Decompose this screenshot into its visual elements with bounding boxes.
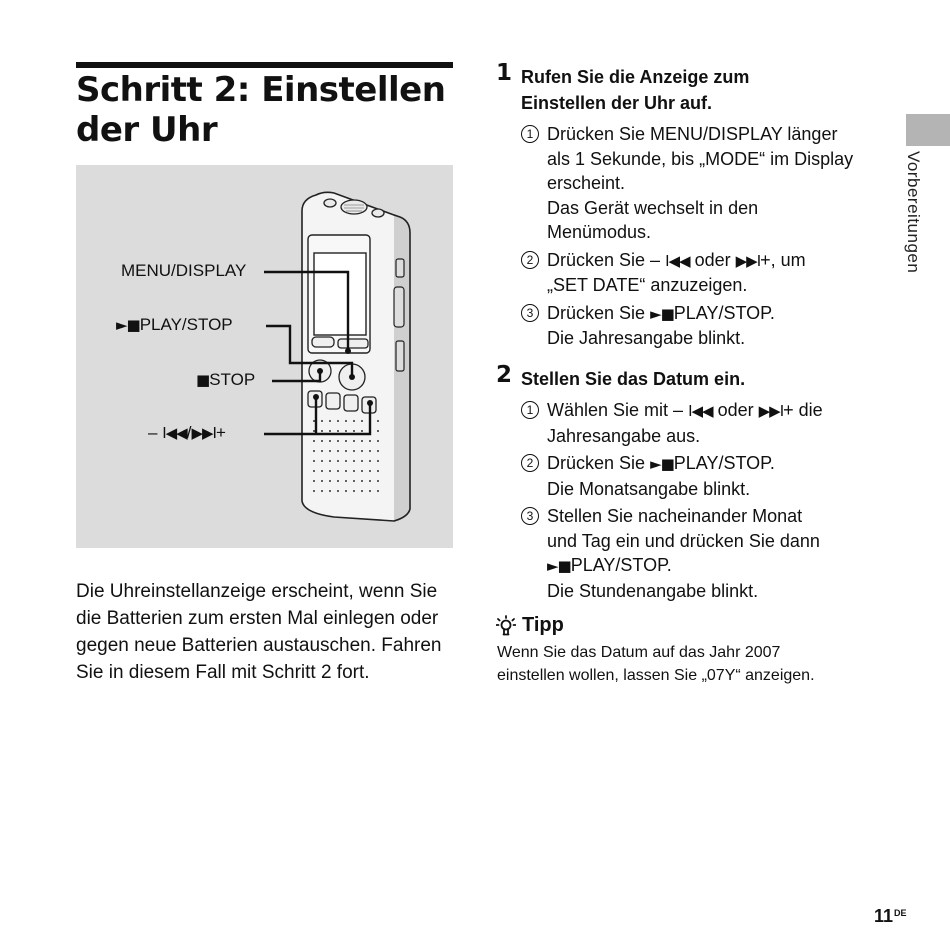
side-switch: [396, 259, 404, 277]
page-number: 11DE: [874, 906, 907, 926]
substep-1-2: 2 Drücken Sie – I◀◀ oder ▶▶I+, um „SET DATE“ anzuzeigen.: [521, 248, 871, 298]
page-title: [76, 70, 456, 150]
step-number: 1: [496, 60, 513, 86]
play-stop-icon: ►■: [116, 316, 140, 334]
circled-number: 3: [521, 507, 539, 525]
page-title-line2: der Uhr: [76, 110, 218, 150]
tip-heading: Tipp: [496, 614, 564, 637]
play-stop-icon: ►■: [650, 455, 674, 473]
tip-text: Wenn Sie das Datum auf das Jahr 2007 einstellen wollen, lassen Sie „07Y“ anzeigen.: [497, 644, 815, 684]
label-play-stop: ►■PLAY/STOP: [116, 315, 233, 334]
circled-number: 1: [521, 125, 539, 143]
device-illustration: [76, 165, 453, 548]
top-jack-right: [372, 209, 384, 217]
substep-2-3: 3 Stellen Sie nacheinander Monat und Tag ein und drücken Sie dann ►■PLAY/STOP. Die Stundenangabe blinkt.: [521, 504, 871, 603]
menu-button-shape: [312, 337, 334, 347]
step-2: [496, 362, 871, 603]
circled-number: 2: [521, 251, 539, 269]
section-tab-label: Vorbereitungen: [904, 151, 923, 274]
circled-number: 1: [521, 401, 539, 419]
stop-icon: ■: [196, 371, 210, 389]
title-rule: [76, 62, 453, 68]
substep-1-3: 3 Drücken Sie ►■PLAY/STOP. Die Jahresangabe blinkt.: [521, 301, 871, 351]
step-number: 2: [496, 362, 513, 388]
label-prev-next: – I◀◀/▶▶I+: [148, 423, 226, 442]
circled-number: 3: [521, 304, 539, 322]
circled-number: 2: [521, 454, 539, 472]
previous-icon: I◀◀: [162, 424, 187, 442]
section-tab-marker: [906, 114, 950, 146]
top-jack-left: [324, 199, 336, 207]
intro-paragraph: Die Uhreinstellanzeige erscheint, wenn Sie die Batterien zum ersten Mal einlegen oder gegen neue Batterien austauschen. Fahren Sie in diesem Fall mit Schritt 2 fort.: [76, 581, 442, 683]
next-icon: ▶▶I: [735, 251, 761, 270]
previous-icon: I◀◀: [688, 402, 713, 420]
play-stop-icon: ►■: [547, 557, 571, 575]
next-icon: ▶▶I: [758, 402, 784, 420]
side-slider: [396, 341, 404, 371]
lightbulb-icon: [496, 615, 516, 637]
page-title-line1: Schritt 2: Einstellen: [76, 70, 446, 110]
side-jog: [394, 287, 404, 327]
substep-2-2: 2 Drücken Sie ►■PLAY/STOP. Die Monatsangabe blinkt.: [521, 451, 871, 501]
voice-recorder-drawing: [76, 165, 453, 548]
substep-2-1: 1 Wählen Sie mit – I◀◀ oder ▶▶I+ die Jahresangabe aus.: [521, 398, 871, 448]
step-1: [496, 60, 871, 351]
step-title: Stellen Sie das Datum ein.: [521, 369, 746, 389]
display-screen: [314, 253, 366, 335]
microphone: [341, 200, 367, 214]
next-icon: ▶▶I: [191, 424, 216, 442]
play-stop-icon: ►■: [650, 304, 674, 323]
step-title: Rufen Sie die Anzeige zum Einstellen der Uhr auf.: [521, 67, 750, 113]
folder-button-shape: [338, 339, 368, 348]
label-menu-display: MENU/DISPLAY: [121, 261, 247, 280]
previous-icon: I◀◀: [665, 251, 690, 270]
substep-1-1: 1 Drücken Sie MENU/DISPLAY länger als 1 Sekunde, bis „MODE“ im Display erscheint. Das Gerät wechselt in den Menümodus.: [521, 122, 871, 245]
label-stop: ■STOP: [196, 370, 256, 389]
